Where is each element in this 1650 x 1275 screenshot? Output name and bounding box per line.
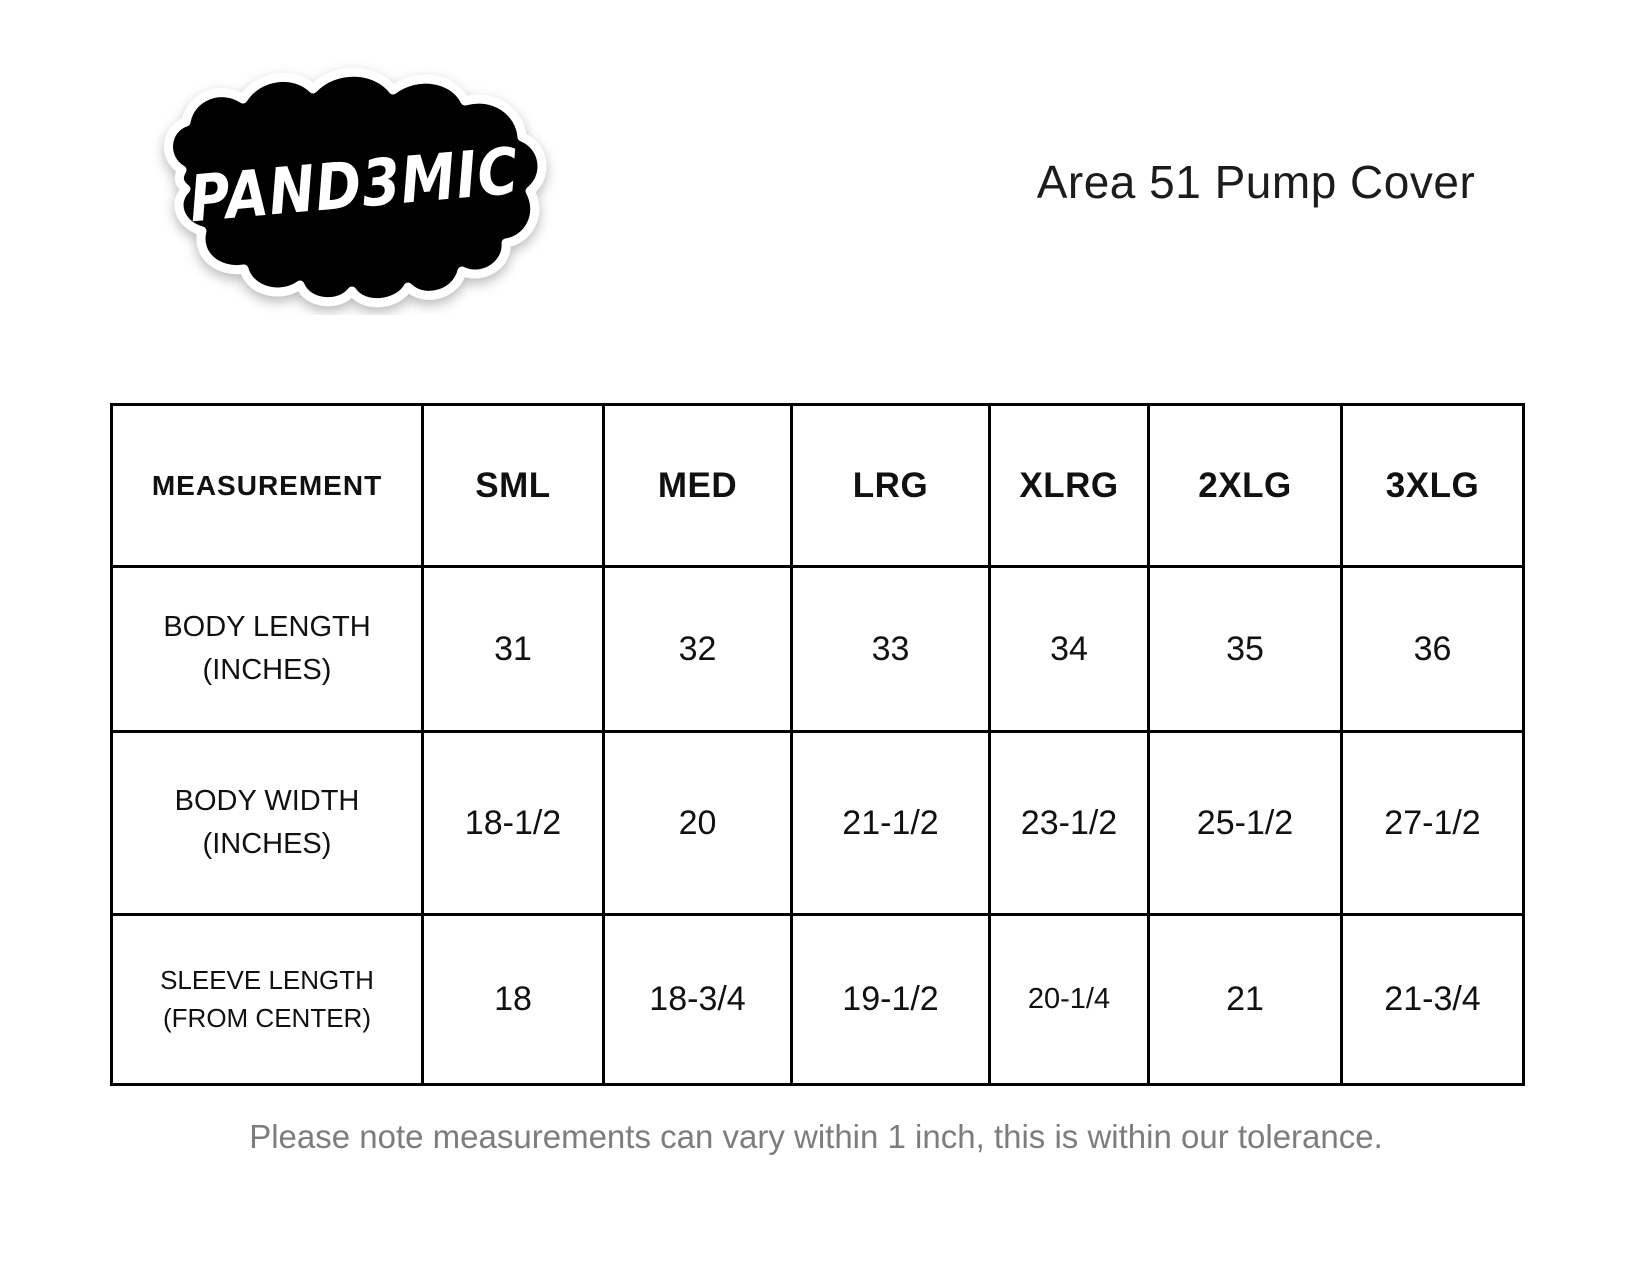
row-label-line1: BODY LENGTH xyxy=(163,610,371,643)
logo-brand-text: PAND3MIC xyxy=(186,130,576,238)
col-header-xlrg: XLRG xyxy=(990,405,1149,567)
table-row-sleeve-length xyxy=(112,915,1524,1085)
size-chart-table xyxy=(110,403,1525,1086)
cell-sleeve-xlrg: 20-1/4 xyxy=(990,915,1149,1085)
cell-body-length-2xlg: 35 xyxy=(1149,567,1342,732)
cell-body-width-sml: 18-1/2 xyxy=(423,732,604,915)
cell-body-width-lrg: 21-1/2 xyxy=(792,732,990,915)
row-label-line1: BODY WIDTH xyxy=(174,784,360,817)
row-label-body-width xyxy=(112,732,423,915)
product-title: Area 51 Pump Cover xyxy=(1036,156,1476,208)
cell-sleeve-3xlg: 21-3/4 xyxy=(1342,915,1524,1085)
col-header-3xlg: 3XLG xyxy=(1342,405,1524,567)
row-label-line2: (INCHES) xyxy=(202,828,332,860)
col-header-sml: SML xyxy=(423,405,604,567)
table-row-body-length xyxy=(112,567,1524,732)
cell-sleeve-lrg: 19-1/2 xyxy=(792,915,990,1085)
row-label-line2: (INCHES) xyxy=(202,654,332,686)
col-header-2xlg: 2XLG xyxy=(1149,405,1342,567)
pandemic-logo xyxy=(148,55,580,315)
row-label-body-length xyxy=(112,567,423,732)
cell-body-length-xlrg: 34 xyxy=(990,567,1149,732)
cell-body-width-3xlg: 27-1/2 xyxy=(1342,732,1524,915)
cell-body-length-3xlg: 36 xyxy=(1342,567,1524,732)
cell-body-length-sml: 31 xyxy=(423,567,604,732)
row-label-line1: SLEEVE LENGTH xyxy=(160,964,374,995)
table-header-row xyxy=(112,405,1524,567)
col-header-measurement: MEASUREMENT xyxy=(112,405,423,567)
col-header-lrg: LRG xyxy=(792,405,990,567)
cell-sleeve-2xlg: 21 xyxy=(1149,915,1342,1085)
cell-sleeve-med: 18-3/4 xyxy=(604,915,792,1085)
cell-body-width-xlrg: 23-1/2 xyxy=(990,732,1149,915)
cell-body-length-lrg: 33 xyxy=(792,567,990,732)
col-header-med: MED xyxy=(604,405,792,567)
logo-sticker xyxy=(169,72,576,302)
cell-body-width-med: 20 xyxy=(604,732,792,915)
row-label-sleeve-length xyxy=(112,915,423,1085)
row-label-line2: (FROM CENTER) xyxy=(163,1002,371,1033)
tolerance-note: Please note measurements can vary within 1 inch, this is within our tolerance. xyxy=(249,1118,1383,1155)
cell-sleeve-sml: 18 xyxy=(423,915,604,1085)
table-row-body-width xyxy=(112,732,1524,915)
cell-body-width-2xlg: 25-1/2 xyxy=(1149,732,1342,915)
cell-body-length-med: 32 xyxy=(604,567,792,732)
